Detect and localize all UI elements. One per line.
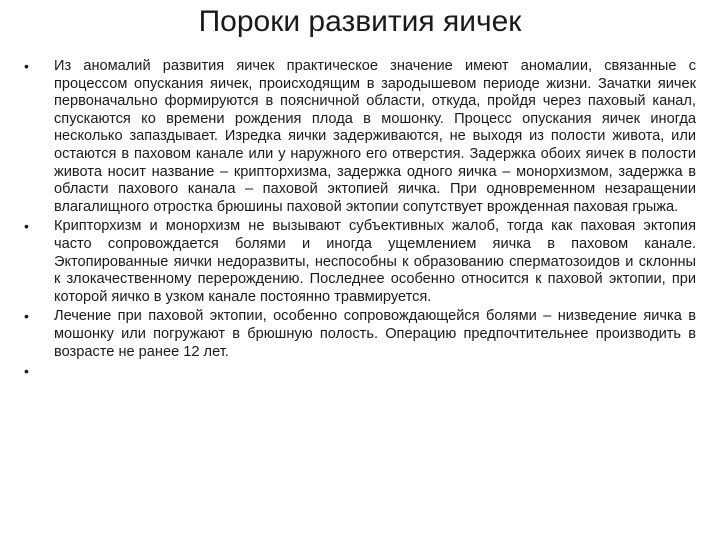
slide-title: Пороки развития яичек (198, 5, 522, 38)
bullet-list (24, 58, 696, 383)
bullet-text: Крипторхизм и монорхизм не вызывают субъективных жалоб, тогда как паховая эктопия часто сопровождается болями и иногда ущемлением яичка в паховом канале. Эктопированные яички недоразвиты, неспособны к образованию сперматозоидов и склонны к злокачественному перерождению. Последнее особенно относится к паховой эктопии, при которой яичко в узком канале постоянно травмируется. (54, 218, 696, 305)
bullet-icon: • (24, 58, 29, 74)
bullet-text: Лечение при паховой эктопии, особенно сопровождающейся болями – низведение яичка в мошонку или погружают в брюшную полость. Операцию предпочтительнее производить в возрасте не ранее 12 лет. (54, 308, 696, 360)
bullet-text: Из аномалий развития яичек практическое значение имеют аномалии, связанные с процессом опускания яичек, происходящим в зародышевом периоде жизни. Зачатки яичек первоначально формируются в поясничной области, откуда, пройдя через паховый канал, спускаются ко времени рождения плода в мошонку. Процесс опускания яичек иногда несколько запаздывает. Изредка яички задерживаются, не выходя из полости живота, или остаются в паховом канале или у наружного его отверстия. Задержка обоих яичек в полости живота носит название – крипторхизма, задержка одного яичка – монорхизмом, задержка в области пахового канала – паховой эктопией яичка. При одновременном незаращении влагалищного отростка брюшины паховой эктопии сопутствует врожденная паховая грыжа. (54, 58, 696, 215)
bullet-icon: • (24, 363, 29, 380)
bullet-item (24, 58, 696, 216)
bullet-item (24, 218, 696, 306)
bullet-icon: • (24, 218, 29, 235)
bullet-icon: • (24, 308, 29, 325)
bullet-item-empty (24, 363, 696, 381)
bullet-item (24, 308, 696, 361)
